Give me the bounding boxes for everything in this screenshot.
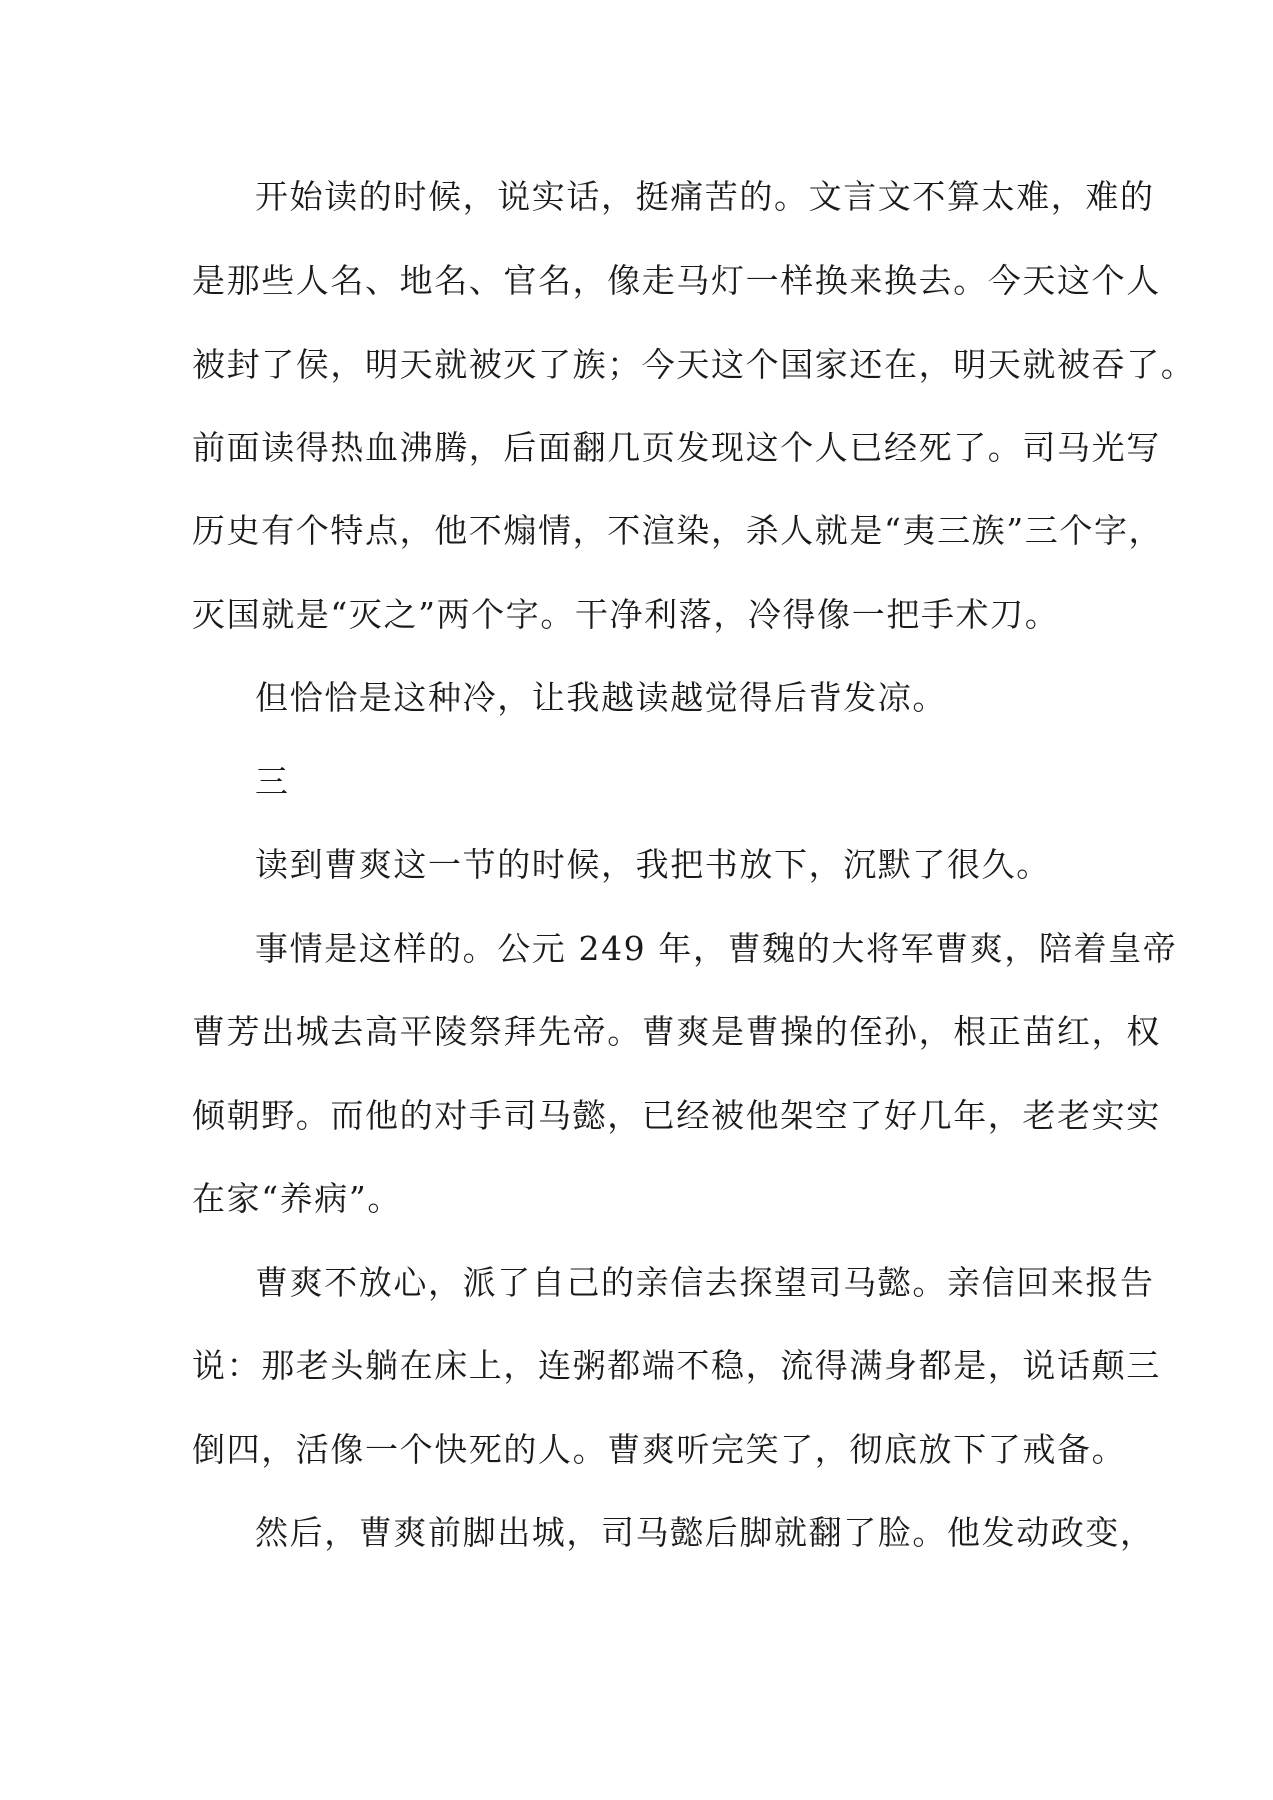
text-line: 然后，曹爽前脚出城，司马懿后脚就翻了脸。他发动政变，	[255, 1513, 1155, 1552]
text-line: 读到曹爽这一节的时候，我把书放下，沉默了很久。	[255, 845, 1051, 884]
text-line: 倾朝野。而他的对手司马懿，已经被他架空了好几年，老老实实	[192, 1096, 1161, 1135]
text-line: 事情是这样的。公元 249 年，曹魏的大将军曹爽，陪着皇帝	[255, 929, 1178, 968]
text-line: 但恰恰是这种冷，让我越读越觉得后背发凉。	[255, 678, 947, 717]
text-line: 前面读得热血沸腾，后面翻几页发现这个人已经死了。司马光写	[192, 428, 1161, 467]
text-line: 被封了侯，明天就被灭了族；今天这个国家还在，明天就被吞了。	[192, 345, 1196, 384]
text-line: 是那些人名、地名、官名，像走马灯一样换来换去。今天这个人	[192, 261, 1161, 300]
text-line: 曹爽不放心，派了自己的亲信去探望司马懿。亲信回来报告	[255, 1263, 1155, 1302]
text-line: 说：那老头躺在床上，连粥都端不稳，流得满身都是，说话颠三	[192, 1346, 1161, 1385]
text-line: 在家“养病”。	[192, 1179, 402, 1218]
text-line: 灭国就是“灭之”两个字。干净利落，冷得像一把手术刀。	[192, 595, 1060, 634]
section-heading: 三	[255, 762, 290, 801]
text-line: 开始读的时候，说实话，挺痛苦的。文言文不算太难，难的	[255, 177, 1155, 216]
text-line: 倒四，活像一个快死的人。曹爽听完笑了，彻底放下了戒备。	[192, 1430, 1127, 1469]
text-line: 历史有个特点，他不煽情，不渲染，杀人就是“夷三族”三个字，	[192, 511, 1164, 550]
text-line: 曹芳出城去高平陵祭拜先帝。曹爽是曹操的侄孙，根正苗红，权	[192, 1012, 1161, 1051]
